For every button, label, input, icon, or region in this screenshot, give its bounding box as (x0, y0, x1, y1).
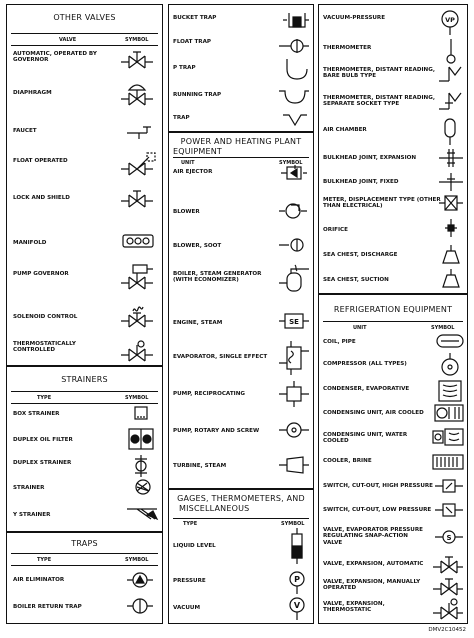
divider (11, 403, 158, 404)
panel-title: OTHER VALVES (53, 13, 116, 22)
p-trap-icon (283, 57, 311, 81)
item-label: VACUUM (173, 605, 201, 611)
thermometer-icon (443, 37, 459, 65)
bulkhead-expansion-icon (437, 147, 465, 169)
panel-title: TRAPS (71, 539, 98, 548)
steam-turbine-icon (277, 455, 311, 475)
thermometer-bare-bulb-icon (437, 63, 465, 85)
displacement-meter-icon (437, 193, 465, 213)
solenoid-valve-icon (119, 303, 155, 329)
auto-expansion-valve-icon (431, 553, 465, 575)
column-header-symbol: SYMBOL (125, 37, 149, 43)
divider (11, 565, 158, 566)
sea-chest-discharge-icon (441, 243, 461, 265)
column-header-symbol: SYMBOL (279, 160, 303, 166)
item-label: THERMOSTATICALLY CONTROLLED (13, 341, 76, 354)
other-valves-panel (6, 4, 163, 366)
item-label: THERMOMETER (323, 45, 372, 51)
column-header-symbol: SYMBOL (281, 521, 305, 527)
traps-continued-panel (168, 4, 314, 132)
item-label: BLOWER (173, 209, 200, 215)
column-header-symbol: SYMBOL (125, 557, 149, 563)
item-label: STRAINER (13, 485, 45, 491)
item-label: FLOAT TRAP (173, 39, 212, 45)
item-label: AIR ELIMINATOR (13, 577, 65, 583)
item-label: SEA CHEST, DISCHARGE (323, 252, 398, 258)
column-header-type: TYPE (37, 557, 52, 563)
item-label: RUNNING TRAP (173, 92, 222, 98)
item-label: BOX STRAINER (13, 411, 60, 417)
thermostatic-expansion-valve-icon (431, 597, 465, 621)
evaporative-condenser-icon (437, 379, 463, 403)
running-trap-icon (277, 87, 311, 105)
panel-title-line1: GAGES, THERMOMETERS, AND (177, 494, 305, 503)
column-header-unit: UNIT (353, 325, 367, 331)
item-label: Y STRAINER (13, 512, 51, 518)
item-label: PRESSURE (173, 578, 206, 584)
item-label: FAUCET (13, 128, 37, 134)
item-label: METER, DISPLACEMENT TYPE (OTHER THAN ELECTRICAL) (323, 197, 441, 210)
item-label: EVAPORATOR, SINGLE EFFECT (173, 354, 268, 360)
item-label: AIR EJECTOR (173, 169, 213, 175)
steam-engine-icon (277, 311, 311, 331)
divider (11, 391, 158, 392)
reciprocating-pump-icon (277, 379, 311, 409)
item-label: ORIFICE (323, 227, 348, 233)
liquid-level-icon (287, 526, 307, 566)
duplex-oil-filter-icon (127, 427, 155, 451)
item-label: CONDENSING UNIT, AIR COOLED (323, 410, 424, 416)
panel-title-line1: POWER AND HEATING PLANT (180, 137, 302, 146)
item-label: PUMP, RECIPROCATING (173, 391, 245, 397)
faucet-icon (125, 121, 155, 141)
vacuum-pressure-gage-icon (439, 9, 461, 35)
item-label: THERMOMETER, DISTANT READING, BARE BULB TYPE (323, 67, 435, 80)
divider (11, 33, 158, 34)
strainers-panel (6, 366, 163, 532)
item-label: THERMOMETER, DISTANT READING, SEPARATE SOCKET TYPE (323, 95, 435, 108)
thermostatic-valve-icon (119, 339, 155, 363)
column-header-type: TYPE (183, 521, 198, 527)
item-label: AIR CHAMBER (323, 127, 367, 133)
orifice-icon (443, 217, 459, 239)
strainer-icon (133, 477, 153, 497)
item-label: CONDENSER, EVAPORATIVE (323, 386, 410, 392)
governor-valve-icon (119, 48, 155, 72)
item-label: BOILER, STEAM GENERATOR (WITH ECONOMIZER) (173, 271, 262, 284)
item-label: SWITCH, CUT-OUT, LOW PRESSURE (323, 507, 432, 513)
column-header-unit: UNIT (181, 160, 195, 166)
panel-title: STRAINERS (61, 375, 108, 384)
low-pressure-switch-icon (433, 501, 465, 519)
bulkhead-fixed-icon (437, 171, 465, 193)
y-strainer-icon (125, 505, 159, 521)
item-label: BOILER RETURN TRAP (13, 604, 82, 610)
column-header-type: TYPE (37, 395, 52, 401)
column-header-symbol: SYMBOL (431, 325, 455, 331)
item-label: AUTOMATIC, OPERATED BY GOVERNOR (13, 51, 97, 64)
divider (323, 321, 463, 322)
item-label: SEA CHEST, SUCTION (323, 277, 389, 283)
blower-icon (277, 199, 309, 223)
vacuum-gage-icon (287, 596, 307, 620)
item-label: BULKHEAD JOINT, FIXED (323, 179, 399, 185)
item-label: MANIFOLD (13, 240, 47, 246)
svg-text:P: P (294, 575, 300, 584)
figure-credit: DMV2C10452 (428, 627, 466, 633)
item-label: PUMP, ROTARY AND SCREW (173, 428, 260, 434)
float-valve-icon (119, 151, 157, 177)
divider (11, 553, 158, 554)
svg-text:SE: SE (289, 318, 299, 326)
condensing-unit-water-icon (431, 427, 465, 447)
boiler-return-trap-icon (125, 595, 155, 617)
item-label: SOLENOID CONTROL (13, 314, 78, 320)
high-pressure-switch-icon (433, 477, 465, 495)
svg-text:V: V (293, 601, 301, 610)
item-label: COOLER, BRINE (323, 458, 372, 464)
item-label: COIL, PIPE (323, 339, 356, 345)
lock-shield-valve-icon (119, 187, 155, 211)
duplex-strainer-icon (131, 453, 151, 479)
pressure-gage-icon (287, 570, 307, 594)
manual-expansion-valve-icon (431, 575, 465, 597)
item-label: TURBINE, STEAM (173, 463, 227, 469)
item-label: LOCK AND SHIELD (13, 195, 70, 201)
item-label: VACUUM-PRESSURE (323, 15, 386, 21)
diaphragm-valve-icon (119, 81, 155, 107)
panel-title-line2: MISCELLANEOUS (179, 504, 250, 513)
thermometer-socket-icon (437, 89, 465, 113)
item-label: VALVE, EXPANSION, MANUALLY OPERATED (323, 579, 421, 592)
float-trap-icon (277, 35, 311, 57)
column-header-symbol: SYMBOL (125, 395, 149, 401)
item-label: FLOAT OPERATED (13, 158, 68, 164)
air-chamber-icon (441, 117, 459, 145)
air-eliminator-icon (125, 569, 155, 591)
panel-title: REFRIGERATION EQUIPMENT (333, 305, 453, 314)
item-label: DUPLEX OIL FILTER (13, 437, 73, 443)
pipe-coil-icon (435, 333, 465, 349)
item-label: TRAP (173, 115, 190, 121)
bucket-trap-icon (281, 9, 311, 31)
panel-title-line2: EQUIPMENT (173, 147, 223, 156)
divider (173, 518, 309, 519)
svg-text:VP: VP (445, 16, 455, 24)
item-label: BULKHEAD JOINT, EXPANSION (323, 155, 417, 161)
item-label: SWITCH, CUT-OUT, HIGH PRESSURE (323, 483, 433, 489)
column-header-valve: VALVE (59, 37, 77, 43)
divider (173, 157, 309, 158)
pump-governor-icon (119, 263, 157, 291)
item-label: COMPRESSOR (ALL TYPES) (323, 361, 407, 367)
boiler-icon (277, 263, 311, 295)
item-label: VALVE, EXPANSION, AUTOMATIC (323, 561, 424, 567)
svg-text:S: S (446, 534, 452, 542)
manifold-icon (121, 233, 155, 249)
traps-panel (6, 532, 163, 624)
box-strainer-icon (133, 405, 149, 421)
trap-icon (281, 109, 309, 129)
brine-cooler-icon (431, 453, 465, 471)
soot-blower-icon (277, 235, 309, 255)
rotary-pump-icon (277, 419, 311, 441)
item-label: VALVE, EVAPORATOR PRESSURE REGULATING SNAP-ACTION VALVE (323, 527, 423, 546)
item-label: PUMP GOVERNOR (13, 271, 69, 277)
snap-action-valve-icon (433, 527, 465, 547)
item-label: VALVE, EXPANSION, THERMOSTATIC (323, 601, 385, 614)
sea-chest-suction-icon (441, 267, 461, 291)
item-label: ENGINE, STEAM (173, 320, 223, 326)
item-label: CONDENSING UNIT, WATER COOLED (323, 432, 408, 445)
item-label: BLOWER, SOOT (173, 243, 222, 249)
item-label: DUPLEX STRAINER (13, 460, 72, 466)
evaporator-icon (277, 339, 311, 377)
divider (11, 45, 158, 46)
misc-continued-panel (318, 4, 468, 294)
refrigeration-panel (318, 294, 468, 624)
item-label: LIQUID LEVEL (173, 543, 216, 549)
power-heating-panel (168, 132, 314, 489)
condensing-unit-air-icon (433, 403, 465, 423)
item-label: DIAPHRAGM (13, 90, 52, 96)
item-label: P TRAP (173, 65, 196, 71)
item-label: BUCKET TRAP (173, 15, 217, 21)
compressor-icon (439, 351, 461, 379)
air-ejector-icon (279, 163, 309, 183)
gages-panel (168, 489, 314, 624)
